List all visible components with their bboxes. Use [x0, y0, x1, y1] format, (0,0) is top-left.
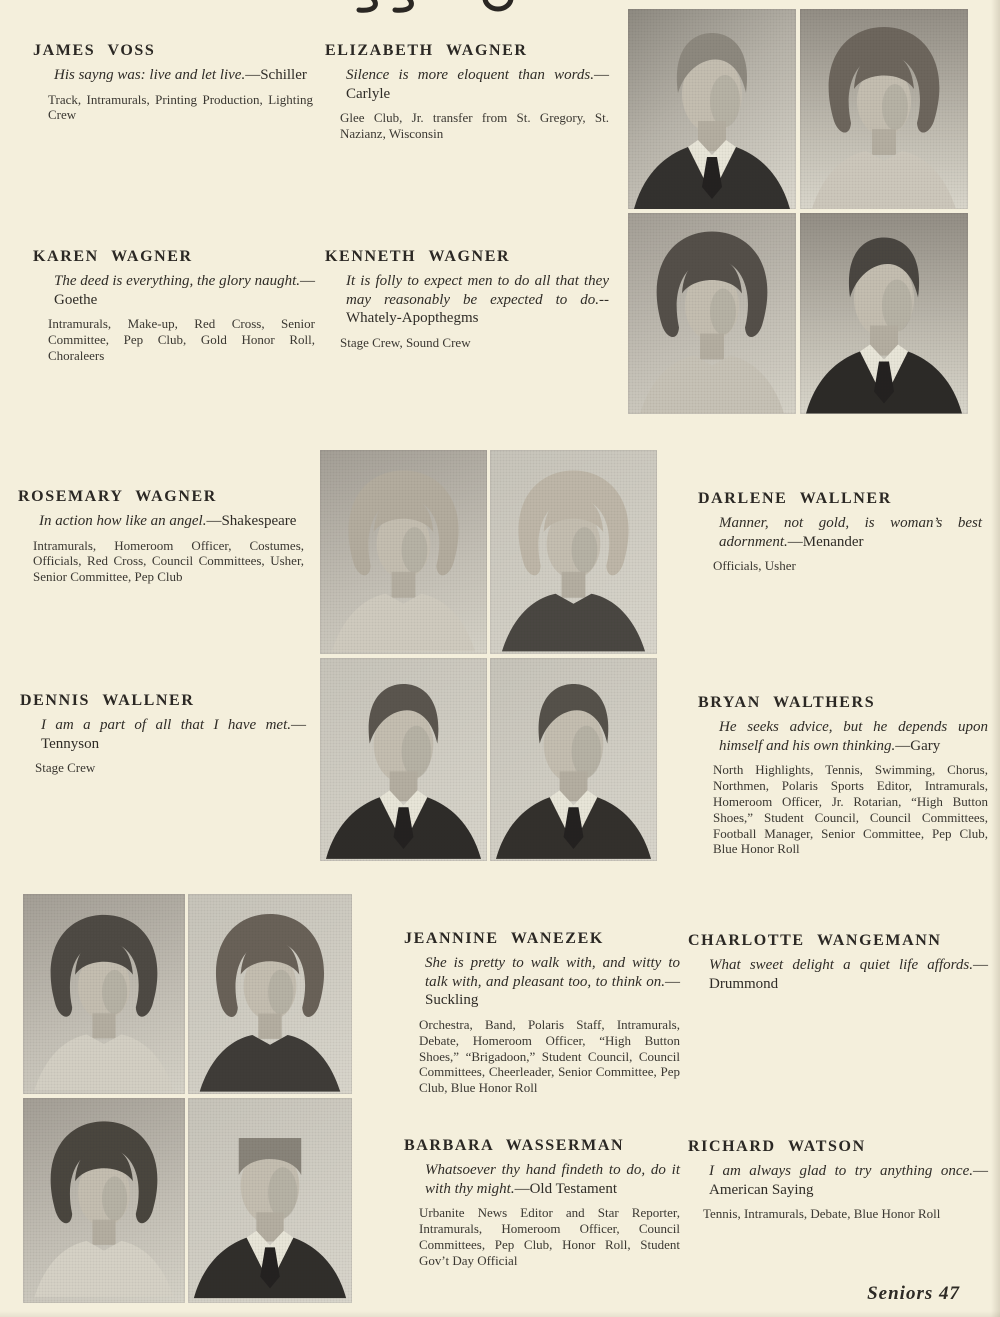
entry-kenneth-wagner: [325, 248, 609, 351]
quote-attribution: —Carlyle: [346, 67, 609, 102]
student-quote: [688, 1162, 988, 1199]
student-activities: Tennis, Intramurals, Debate, Blue Honor Roll: [703, 1206, 941, 1222]
quote-text: Whatsoever thy hand findeth to do, do it with thy might.: [425, 1162, 680, 1197]
quote-text: What sweet delight a quiet life affords.: [709, 957, 973, 973]
entry-jeannine-wanezek: [404, 930, 680, 1096]
student-activities: Officials, Usher: [713, 558, 796, 574]
page-footer-folio: Seniors 47: [867, 1283, 960, 1304]
student-name: KENNETH WAGNER: [325, 248, 511, 265]
student-name: BRYAN WALTHERS: [698, 694, 876, 711]
quote-attribution: —Schiller: [245, 67, 307, 83]
quote-attribution: —Suckling: [425, 973, 680, 1009]
student-name: CHARLOTTE WANGEMANN: [688, 932, 942, 949]
quote-attribution: —Old Testament: [514, 1180, 618, 1197]
quote-attribution: —Menander: [787, 533, 864, 550]
quote-attribution: —Goethe: [54, 273, 315, 308]
student-quote: [688, 956, 988, 993]
student-activities: Glee Club, Jr. transfer from St. Gregory, St. Nazianz, Wisconsin: [340, 110, 609, 142]
quote-attribution: —Shakespeare: [206, 513, 297, 529]
student-name: ELIZABETH WAGNER: [325, 42, 528, 59]
clipped-script-heading: [305, 0, 535, 14]
student-activities: Intramurals, Make-up, Red Cross, Senior Committee, Pep Club, Gold Honor Roll, Choraleers: [48, 316, 315, 363]
quote-text: He seeks advice, but he depends upon himself and his own thinking.: [719, 719, 988, 754]
portrait-photo: [490, 450, 657, 654]
quote-attribution: —Drummond: [709, 957, 988, 992]
student-activities: Urbanite News Editor and Star Reporter, Intramurals, Homeroom Officer, Council Committees, Pep Club, Honor Roll, Student Gov’t Day Official: [419, 1205, 680, 1268]
student-name: ROSEMARY WAGNER: [18, 488, 217, 505]
entry-richard-watson: [688, 1138, 988, 1222]
student-quote: [325, 272, 609, 328]
student-activities: Orchestra, Band, Polaris Staff, Intramurals, Debate, Homeroom Officer, “High Button Shoes,” “Brigadoon,” Student Council, Council Committees, Cheerleader, Senior Committee, Pep Club, Blue Honor Roll: [419, 1016, 680, 1096]
portrait-photo: [23, 1098, 185, 1303]
quote-attribution: --Whately-Apopthegms: [346, 291, 609, 327]
portrait-photo: [320, 658, 487, 861]
student-activities: Stage Crew: [35, 760, 96, 776]
quote-text: Silence is more eloquent than words.: [346, 67, 594, 83]
quote-text: I am always glad to try anything once.: [709, 1163, 973, 1179]
portrait-photo: [188, 1098, 352, 1303]
entry-darlene-wallner: [698, 490, 982, 574]
quote-text: His sayng was: live and let live.: [54, 67, 246, 83]
quote-text: Manner, not gold, is woman’s best adornment.: [719, 515, 982, 550]
student-name: RICHARD WATSON: [688, 1138, 866, 1155]
portrait-photo: [23, 894, 185, 1094]
student-name: BARBARA WASSERMAN: [404, 1137, 625, 1154]
portrait-photo: [320, 450, 487, 654]
entry-barbara-wasserman: [404, 1137, 680, 1269]
student-activities: Track, Intramurals, Printing Production, Lighting Crew: [48, 91, 313, 123]
student-quote: [33, 66, 313, 85]
quote-attribution: —Gary: [895, 737, 941, 754]
student-name: KAREN WAGNER: [33, 248, 193, 265]
student-quote: [325, 66, 609, 103]
student-activities: Stage Crew, Sound Crew: [340, 334, 471, 350]
entry-bryan-walthers: [698, 694, 988, 857]
page-edge-shading: [991, 0, 1000, 1317]
entry-dennis-wallner: [20, 692, 306, 776]
portrait-photo: [628, 213, 796, 414]
student-quote: [404, 1161, 680, 1198]
portrait-photo: [490, 658, 657, 861]
student-quote: [698, 718, 988, 755]
quote-text: She is pretty to walk with, and witty to talk with, and pleasant too, to think on.: [425, 955, 680, 990]
student-quote: [18, 512, 304, 531]
quote-text: In action how like an angel.: [39, 513, 207, 529]
script-descenders-icon: [305, 0, 535, 14]
student-name: DARLENE WALLNER: [698, 490, 892, 507]
entry-rosemary-wagner: [18, 488, 304, 585]
entry-james-voss: [33, 42, 313, 123]
entry-elizabeth-wagner: [325, 42, 609, 142]
entry-karen-wagner: [33, 248, 315, 364]
quote-attribution: —Tennyson: [41, 717, 306, 752]
portrait-photo: [188, 894, 352, 1094]
quote-text: I am a part of all that I have met.: [41, 717, 291, 733]
student-quote: [33, 272, 315, 309]
portrait-photo: [800, 9, 968, 209]
quote-text: It is folly to expect men to do all that they may reasonably be expected to do.: [346, 273, 609, 308]
student-activities: Intramurals, Homeroom Officer, Costumes, Officials, Red Cross, Council Committees, Usher, Senior Committee, Pep Club: [33, 537, 304, 585]
quote-text: The deed is everything, the glory naught.: [54, 273, 300, 289]
student-name: JEANNINE WANEZEK: [404, 930, 604, 947]
student-quote: [20, 716, 306, 753]
student-activities: North Highlights, Tennis, Swimming, Chorus, Northmen, Polaris Sports Editor, Intramurals, Homeroom Officer, Jr. Rotarian, “High Button Shoes,” Student Council, Council Committees, Football Manager, Senior Committee, Pep Club, Blue Honor Roll: [713, 762, 988, 857]
student-quote: [698, 514, 982, 551]
entry-charlotte-wangemann: [688, 932, 988, 1000]
portrait-photo: [628, 9, 796, 209]
student-name: DENNIS WALLNER: [20, 692, 195, 709]
quote-attribution: —American Saying: [709, 1163, 988, 1198]
page-bottom-shading: [0, 1311, 1000, 1317]
portrait-photo: [800, 213, 968, 414]
student-quote: [404, 954, 680, 1010]
student-name: JAMES VOSS: [33, 42, 156, 59]
